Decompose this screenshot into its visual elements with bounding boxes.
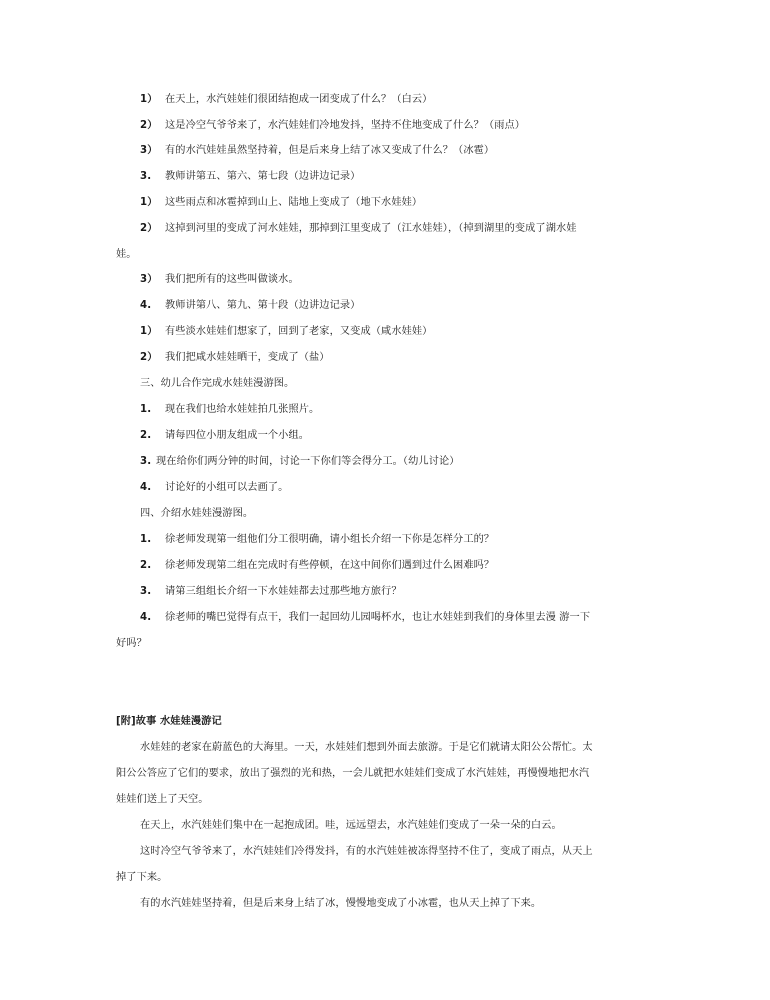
item-text: 徐老师发现第二组在完成时有些停顿，在这中间你们遇到过什么困难吗？ [165, 560, 495, 571]
item-text: 三、幼儿合作完成水娃娃漫游图。 [140, 378, 295, 389]
item-number: 1） [140, 94, 158, 105]
item-text: 我们把咸水娃娃晒干，变成了（盐） [165, 352, 330, 363]
section-heading [140, 507, 253, 521]
list-item [140, 119, 525, 133]
list-item [140, 481, 288, 495]
item-number: 2） [140, 120, 158, 131]
item-text: 这些雨点和冰雹掉到山上、陆地上变成了（地下水娃娃） [165, 197, 423, 208]
item-text: 徐老师发现第一组他们分工很明确，请小组长介绍一下你是怎样分工的？ [165, 534, 495, 545]
item-number: 4. [140, 300, 152, 311]
story-paragraph: 阳公公答应了它们的要求，放出了强烈的光和热，一会儿就把水娃娃们变成了水汽娃娃，再慢慢地把水汽 [116, 768, 590, 779]
item-number: 2. [140, 430, 152, 441]
item-text: 这掉到河里的变成了河水娃娃，那掉到江里变成了（江水娃娃），（掉到湖里的变成了湖水娃 [165, 223, 577, 234]
list-item [140, 559, 494, 573]
item-number: 1） [140, 197, 158, 208]
list-item [140, 611, 590, 625]
story-heading: [附]故事 水娃娃漫游记 [116, 716, 222, 727]
section-heading [140, 377, 294, 391]
story-paragraph: 娃娃们送上了天空。 [116, 794, 209, 805]
item-text: 请每四位小朋友组成一个小组。 [165, 430, 310, 441]
story-paragraph: 在天上，水汽娃娃们集中在一起抱成团。哇，远远望去，水汽娃娃们变成了一朵一朵的白云。 [140, 820, 562, 831]
list-item [140, 585, 402, 599]
story-paragraph: 有的水汽娃娃坚持着，但是后来身上结了冰，慢慢地变成了小冰雹，也从天上掉了下来。 [140, 898, 542, 909]
item-number: 2） [140, 223, 158, 234]
item-text: 徐老师的嘴巴觉得有点干，我们一起回幼儿园喝杯水，也让水娃娃到我们的身体里去漫 游一下 [165, 612, 591, 623]
item-text: 现在给你们两分钟的时间，讨论一下你们等会得分工。（幼儿讨论） [156, 456, 460, 467]
list-item [140, 351, 330, 365]
item-text: 有些淡水娃娃们想家了，回到了老家，又变成（咸水娃娃） [165, 326, 433, 337]
item-text: 教师讲第八、第九、第十段（边讲边记录） [165, 300, 361, 311]
item-text: 有的水汽娃娃虽然坚持着，但是后来身上结了冰又变成了什么？（冰雹） [165, 145, 495, 156]
item-text: 讨论好的小组可以去画了。 [165, 482, 289, 493]
item-text: 四、介绍水娃娃漫游图。 [140, 508, 254, 519]
list-item [140, 299, 360, 313]
list-item [140, 93, 432, 107]
list-item [140, 533, 494, 547]
item-number: 4. [140, 612, 152, 623]
list-item [140, 403, 319, 417]
item-number: 1. [140, 404, 152, 415]
item-number: 4. [140, 482, 152, 493]
list-item [140, 325, 432, 339]
item-number: 3. [140, 456, 152, 467]
item-text: 我们把所有的这些叫做谈水。 [165, 274, 299, 285]
list-item [140, 429, 309, 443]
item-number: 1. [140, 534, 152, 545]
story-paragraph: 水娃娃的老家在蔚蓝色的大海里。一天，水娃娃们想到外面去旅游。于是它们就请太阳公公帮忙。太 [140, 742, 593, 753]
item-text: 请第三组组长介绍一下水娃娃都去过那些地方旅行？ [165, 586, 402, 597]
item-number: 3） [140, 145, 158, 156]
list-item [140, 196, 422, 210]
item-number: 3. [140, 586, 152, 597]
item-number: 1） [140, 326, 158, 337]
item-text: 娃。 [116, 249, 137, 260]
item-number: 2） [140, 352, 158, 363]
item-number: 3） [140, 274, 158, 285]
list-item [140, 170, 360, 184]
list-item [140, 144, 494, 158]
list-item [140, 222, 577, 236]
item-text: 教师讲第五、第六、第七段（边讲边记录） [165, 171, 361, 182]
item-text: 好吗？ [116, 638, 147, 649]
story-paragraph: 这时冷空气爷爷来了，水汽娃娃们冷得发抖，有的水汽娃娃被冻得坚持不住了，变成了雨点，从天上 [140, 846, 593, 857]
list-item [140, 455, 460, 469]
item-text: 现在我们也给水娃娃拍几张照片。 [165, 404, 320, 415]
story-paragraph: 掉了下来。 [116, 872, 168, 883]
list-item [140, 273, 299, 287]
item-text: 在天上，水汽娃娃们很团结抱成一团变成了什么？（白云） [165, 94, 433, 105]
item-text: 这是冷空气爷爷来了，水汽娃娃们冷地发抖，坚持不住地变成了什么？（雨点） [165, 120, 526, 131]
list-item-continuation [116, 248, 137, 262]
list-item-continuation [116, 637, 147, 651]
item-number: 2. [140, 560, 152, 571]
item-number: 3. [140, 171, 152, 182]
